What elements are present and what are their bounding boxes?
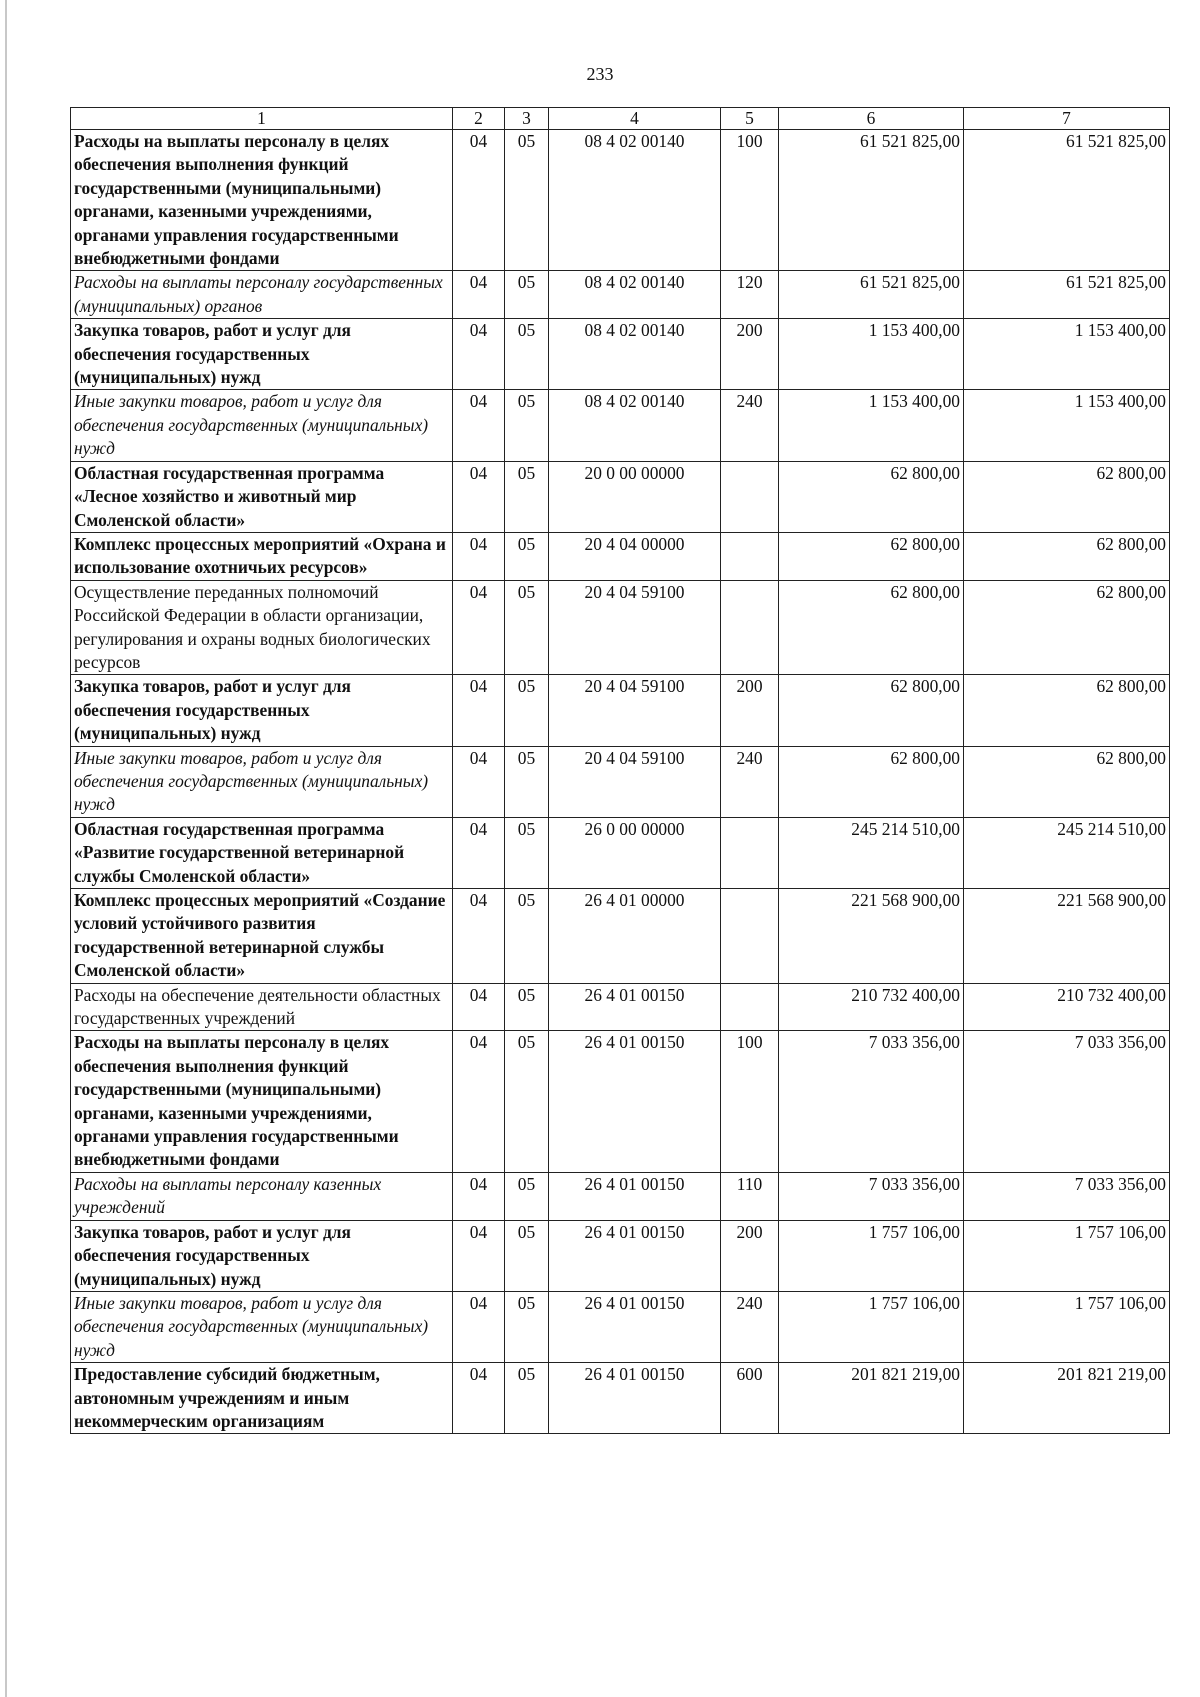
expense-type-code: 240 (721, 390, 779, 461)
table-row (71, 532, 1170, 580)
subsection-code: 05 (505, 390, 549, 461)
expense-type-code: 200 (721, 675, 779, 746)
subsection-code: 05 (505, 319, 549, 390)
section-code: 04 (453, 390, 505, 461)
target-article-code: 26 4 01 00150 (549, 1220, 721, 1291)
subsection-code: 05 (505, 817, 549, 888)
target-article-code: 26 4 01 00150 (549, 1031, 721, 1172)
section-code: 04 (453, 675, 505, 746)
section-code: 04 (453, 461, 505, 532)
subsection-code: 05 (505, 746, 549, 817)
subsection-code: 05 (505, 271, 549, 319)
amount-col6: 7 033 356,00 (779, 1031, 964, 1172)
column-header: 3 (505, 108, 549, 130)
amount-col7: 62 800,00 (964, 532, 1170, 580)
table-row (71, 1172, 1170, 1220)
row-name: Предоставление субсидий бюджетным, автономным учреждениям и иным некоммерческим организациям (71, 1363, 453, 1434)
target-article-code: 20 4 04 00000 (549, 532, 721, 580)
target-article-code: 26 4 01 00150 (549, 1291, 721, 1362)
row-name: Комплекс процессных мероприятий «Охрана и использование охотничьих ресурсов» (71, 532, 453, 580)
section-code: 04 (453, 1220, 505, 1291)
target-article-code: 08 4 02 00140 (549, 319, 721, 390)
amount-col6: 62 800,00 (779, 746, 964, 817)
row-name: Иные закупки товаров, работ и услуг для обеспечения государственных (муниципальных) нужд (71, 746, 453, 817)
subsection-code: 05 (505, 1031, 549, 1172)
header-row (71, 108, 1170, 130)
table-row (71, 983, 1170, 1031)
amount-col6: 210 732 400,00 (779, 983, 964, 1031)
row-name: Областная государственная программа «Развитие государственной ветеринарной службы Смоленской области» (71, 817, 453, 888)
expense-type-code (721, 461, 779, 532)
expense-type-code (721, 532, 779, 580)
amount-col6: 61 521 825,00 (779, 271, 964, 319)
amount-col7: 210 732 400,00 (964, 983, 1170, 1031)
section-code: 04 (453, 580, 505, 675)
table-row (71, 1363, 1170, 1434)
section-code: 04 (453, 271, 505, 319)
amount-col7: 62 800,00 (964, 675, 1170, 746)
expense-type-code: 120 (721, 271, 779, 319)
amount-col6: 1 757 106,00 (779, 1220, 964, 1291)
row-name: Областная государственная программа «Лесное хозяйство и животный мир Смоленской области» (71, 461, 453, 532)
row-name: Иные закупки товаров, работ и услуг для обеспечения государственных (муниципальных) нужд (71, 1291, 453, 1362)
table-row (71, 130, 1170, 271)
expense-type-code: 600 (721, 1363, 779, 1434)
subsection-code: 05 (505, 889, 549, 984)
expense-type-code (721, 983, 779, 1031)
amount-col7: 221 568 900,00 (964, 889, 1170, 984)
amount-col7: 7 033 356,00 (964, 1031, 1170, 1172)
amount-col6: 1 757 106,00 (779, 1291, 964, 1362)
table-row (71, 580, 1170, 675)
row-name: Закупка товаров, работ и услуг для обеспечения государственных (муниципальных) нужд (71, 1220, 453, 1291)
table-row (71, 271, 1170, 319)
amount-col6: 62 800,00 (779, 675, 964, 746)
amount-col7: 1 757 106,00 (964, 1291, 1170, 1362)
target-article-code: 26 4 01 00150 (549, 1172, 721, 1220)
row-name: Закупка товаров, работ и услуг для обеспечения государственных (муниципальных) нужд (71, 319, 453, 390)
subsection-code: 05 (505, 1291, 549, 1362)
column-header: 7 (964, 108, 1170, 130)
subsection-code: 05 (505, 1220, 549, 1291)
amount-col7: 61 521 825,00 (964, 130, 1170, 271)
expense-type-code: 240 (721, 1291, 779, 1362)
expense-type-code (721, 817, 779, 888)
row-name: Закупка товаров, работ и услуг для обеспечения государственных (муниципальных) нужд (71, 675, 453, 746)
subsection-code: 05 (505, 675, 549, 746)
expense-type-code: 110 (721, 1172, 779, 1220)
section-code: 04 (453, 1363, 505, 1434)
table-row (71, 319, 1170, 390)
column-header: 1 (71, 108, 453, 130)
table-row (71, 889, 1170, 984)
expense-type-code: 200 (721, 1220, 779, 1291)
table-row (71, 817, 1170, 888)
target-article-code: 26 4 01 00150 (549, 983, 721, 1031)
row-name: Расходы на выплаты персоналу в целях обеспечения выполнения функций государственными (муниципальными) органами, казенными учреждениями, органами управления государственными внебюджетными фондами (71, 130, 453, 271)
target-article-code: 08 4 02 00140 (549, 390, 721, 461)
target-article-code: 20 4 04 59100 (549, 675, 721, 746)
section-code: 04 (453, 319, 505, 390)
row-name: Расходы на обеспечение деятельности областных государственных учреждений (71, 983, 453, 1031)
target-article-code: 26 0 00 00000 (549, 817, 721, 888)
amount-col7: 7 033 356,00 (964, 1172, 1170, 1220)
column-header: 4 (549, 108, 721, 130)
target-article-code: 08 4 02 00140 (549, 130, 721, 271)
section-code: 04 (453, 817, 505, 888)
expense-type-code: 100 (721, 1031, 779, 1172)
section-code: 04 (453, 130, 505, 271)
table-row (71, 390, 1170, 461)
expense-type-code: 240 (721, 746, 779, 817)
amount-col7: 201 821 219,00 (964, 1363, 1170, 1434)
target-article-code: 20 0 00 00000 (549, 461, 721, 532)
subsection-code: 05 (505, 983, 549, 1031)
amount-col7: 1 153 400,00 (964, 390, 1170, 461)
subsection-code: 05 (505, 1172, 549, 1220)
amount-col6: 62 800,00 (779, 461, 964, 532)
amount-col7: 61 521 825,00 (964, 271, 1170, 319)
table-row (71, 461, 1170, 532)
row-name: Комплекс процессных мероприятий «Создание условий устойчивого развития государственной ветеринарной службы Смоленской области» (71, 889, 453, 984)
row-name: Расходы на выплаты персоналу казенных учреждений (71, 1172, 453, 1220)
target-article-code: 08 4 02 00140 (549, 271, 721, 319)
section-code: 04 (453, 532, 505, 580)
amount-col7: 62 800,00 (964, 461, 1170, 532)
page-number: 233 (586, 64, 614, 84)
amount-col6: 62 800,00 (779, 532, 964, 580)
section-code: 04 (453, 983, 505, 1031)
amount-col7: 62 800,00 (964, 746, 1170, 817)
amount-col6: 61 521 825,00 (779, 130, 964, 271)
column-header: 5 (721, 108, 779, 130)
row-name: Осуществление переданных полномочий Российской Федерации в области организации, регулирования и охраны водных биологических ресурсов (71, 580, 453, 675)
table-row (71, 1031, 1170, 1172)
expense-type-code: 200 (721, 319, 779, 390)
row-name: Расходы на выплаты персоналу в целях обеспечения выполнения функций государственными (муниципальными) органами, казенными учреждениями, органами управления государственными внебюджетными фондами (71, 1031, 453, 1172)
table-row (71, 675, 1170, 746)
table-row (71, 1220, 1170, 1291)
target-article-code: 26 4 01 00150 (549, 1363, 721, 1434)
target-article-code: 20 4 04 59100 (549, 580, 721, 675)
subsection-code: 05 (505, 130, 549, 271)
amount-col6: 1 153 400,00 (779, 390, 964, 461)
amount-col6: 1 153 400,00 (779, 319, 964, 390)
column-header: 2 (453, 108, 505, 130)
column-header: 6 (779, 108, 964, 130)
amount-col7: 62 800,00 (964, 580, 1170, 675)
subsection-code: 05 (505, 580, 549, 675)
section-code: 04 (453, 889, 505, 984)
table-row (71, 1291, 1170, 1362)
target-article-code: 26 4 01 00000 (549, 889, 721, 984)
amount-col7: 245 214 510,00 (964, 817, 1170, 888)
amount-col6: 201 821 219,00 (779, 1363, 964, 1434)
section-code: 04 (453, 746, 505, 817)
row-name: Иные закупки товаров, работ и услуг для обеспечения государственных (муниципальных) нужд (71, 390, 453, 461)
row-name: Расходы на выплаты персоналу государственных (муниципальных) органов (71, 271, 453, 319)
expense-type-code (721, 889, 779, 984)
page-left-edge (5, 0, 7, 1697)
amount-col6: 221 568 900,00 (779, 889, 964, 984)
amount-col7: 1 153 400,00 (964, 319, 1170, 390)
expense-type-code (721, 580, 779, 675)
section-code: 04 (453, 1291, 505, 1362)
table-row (71, 746, 1170, 817)
budget-table (70, 107, 1170, 1434)
amount-col7: 1 757 106,00 (964, 1220, 1170, 1291)
subsection-code: 05 (505, 461, 549, 532)
amount-col6: 245 214 510,00 (779, 817, 964, 888)
amount-col6: 62 800,00 (779, 580, 964, 675)
section-code: 04 (453, 1031, 505, 1172)
expense-type-code: 100 (721, 130, 779, 271)
amount-col6: 7 033 356,00 (779, 1172, 964, 1220)
section-code: 04 (453, 1172, 505, 1220)
target-article-code: 20 4 04 59100 (549, 746, 721, 817)
subsection-code: 05 (505, 1363, 549, 1434)
subsection-code: 05 (505, 532, 549, 580)
